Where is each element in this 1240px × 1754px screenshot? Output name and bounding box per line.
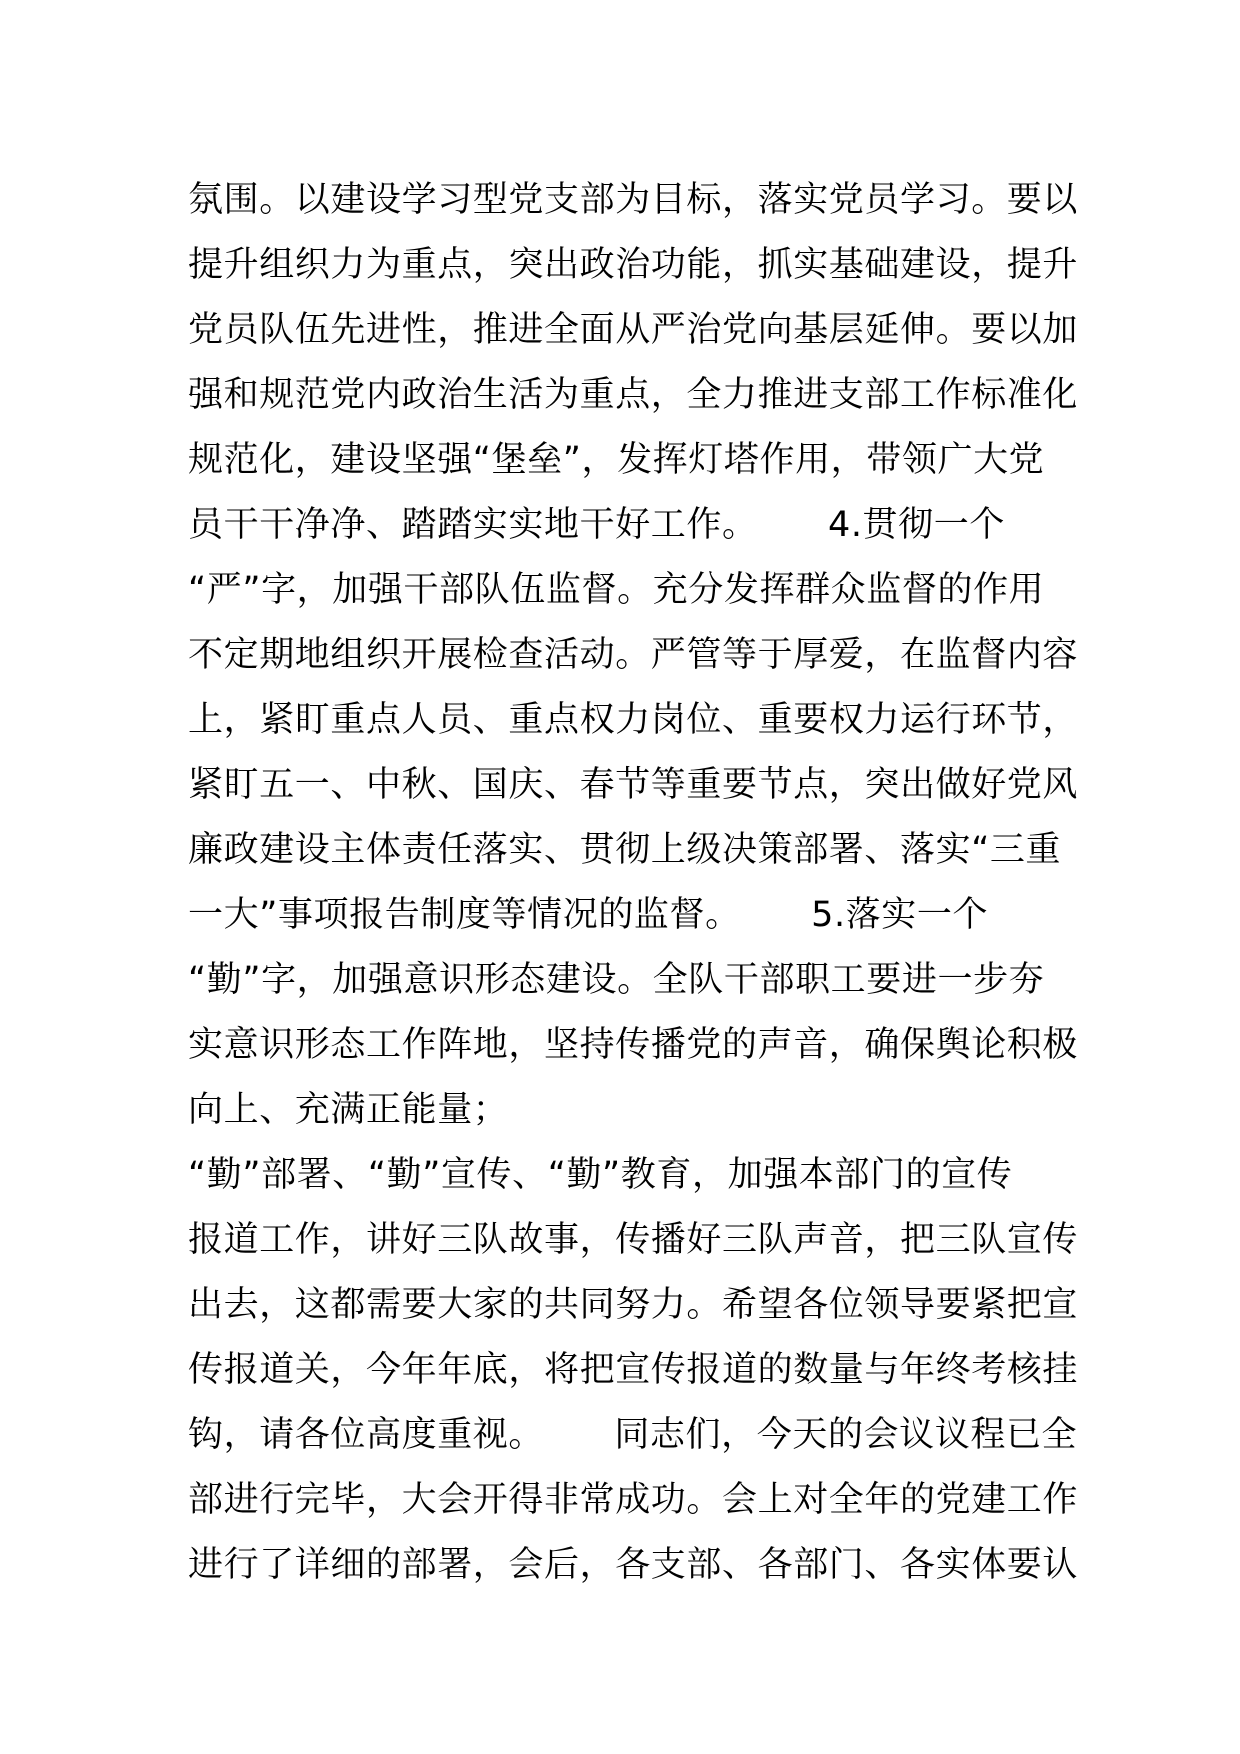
text-line: 出去，这都需要大家的共同努力。希望各位领导要紧把宣 bbox=[188, 1285, 1079, 1325]
text-line: “勤”字，加强意识形态建设。全队干部职工要进一步夯 bbox=[188, 960, 1045, 1000]
text-line: 强和规范党内政治生活为重点，全力推进支部工作标准化 bbox=[188, 375, 1079, 415]
text-line: 氛围。以建设学习型党支部为目标，落实党员学习。要以 bbox=[188, 180, 1079, 220]
text-line: 一大”事项报告制度等情况的监督。 5.落实一个 bbox=[188, 895, 989, 935]
text-line: 部进行完毕，大会开得非常成功。会上对全年的党建工作 bbox=[188, 1480, 1079, 1520]
text-line: “严”字，加强干部队伍监督。充分发挥群众监督的作用 bbox=[188, 570, 1045, 610]
text-line: 廉政建设主体责任落实、贯彻上级决策部署、落实“三重 bbox=[188, 830, 1062, 870]
text-line: 不定期地组织开展检查活动。严管等于厚爱，在监督内容 bbox=[188, 635, 1079, 675]
text-line: 传报道关，今年年底，将把宣传报道的数量与年终考核挂 bbox=[188, 1350, 1079, 1390]
text-line: 进行了详细的部署，会后，各支部、各部门、各实体要认 bbox=[188, 1545, 1079, 1585]
text-line: 员干干净净、踏踏实实地干好工作。 4.贯彻一个 bbox=[188, 505, 1005, 545]
text-line: 钩，请各位高度重视。 同志们，今天的会议议程已全 bbox=[188, 1415, 1078, 1455]
body-text bbox=[188, 168, 1079, 1598]
text-line: 规范化，建设坚强“堡垒”，发挥灯塔作用，带领广大党 bbox=[188, 440, 1045, 480]
text-line: 上，紧盯重点人员、重点权力岗位、重要权力运行环节， bbox=[188, 700, 1079, 740]
text-line: 提升组织力为重点，突出政治功能，抓实基础建设，提升 bbox=[188, 245, 1079, 285]
text-line: 紧盯五一、中秋、国庆、春节等重要节点，突出做好党风 bbox=[188, 765, 1079, 805]
text-line: 向上、充满正能量； bbox=[188, 1090, 509, 1130]
text-line: 报道工作，讲好三队故事，传播好三队声音，把三队宣传 bbox=[188, 1220, 1079, 1260]
text-line: “勤”部署、“勤”宣传、“勤”教育，加强本部门的宣传 bbox=[188, 1155, 1013, 1195]
text-line: 实意识形态工作阵地，坚持传播党的声音，确保舆论积极 bbox=[188, 1025, 1079, 1065]
text-line: 党员队伍先进性，推进全面从严治党向基层延伸。要以加 bbox=[188, 310, 1079, 350]
